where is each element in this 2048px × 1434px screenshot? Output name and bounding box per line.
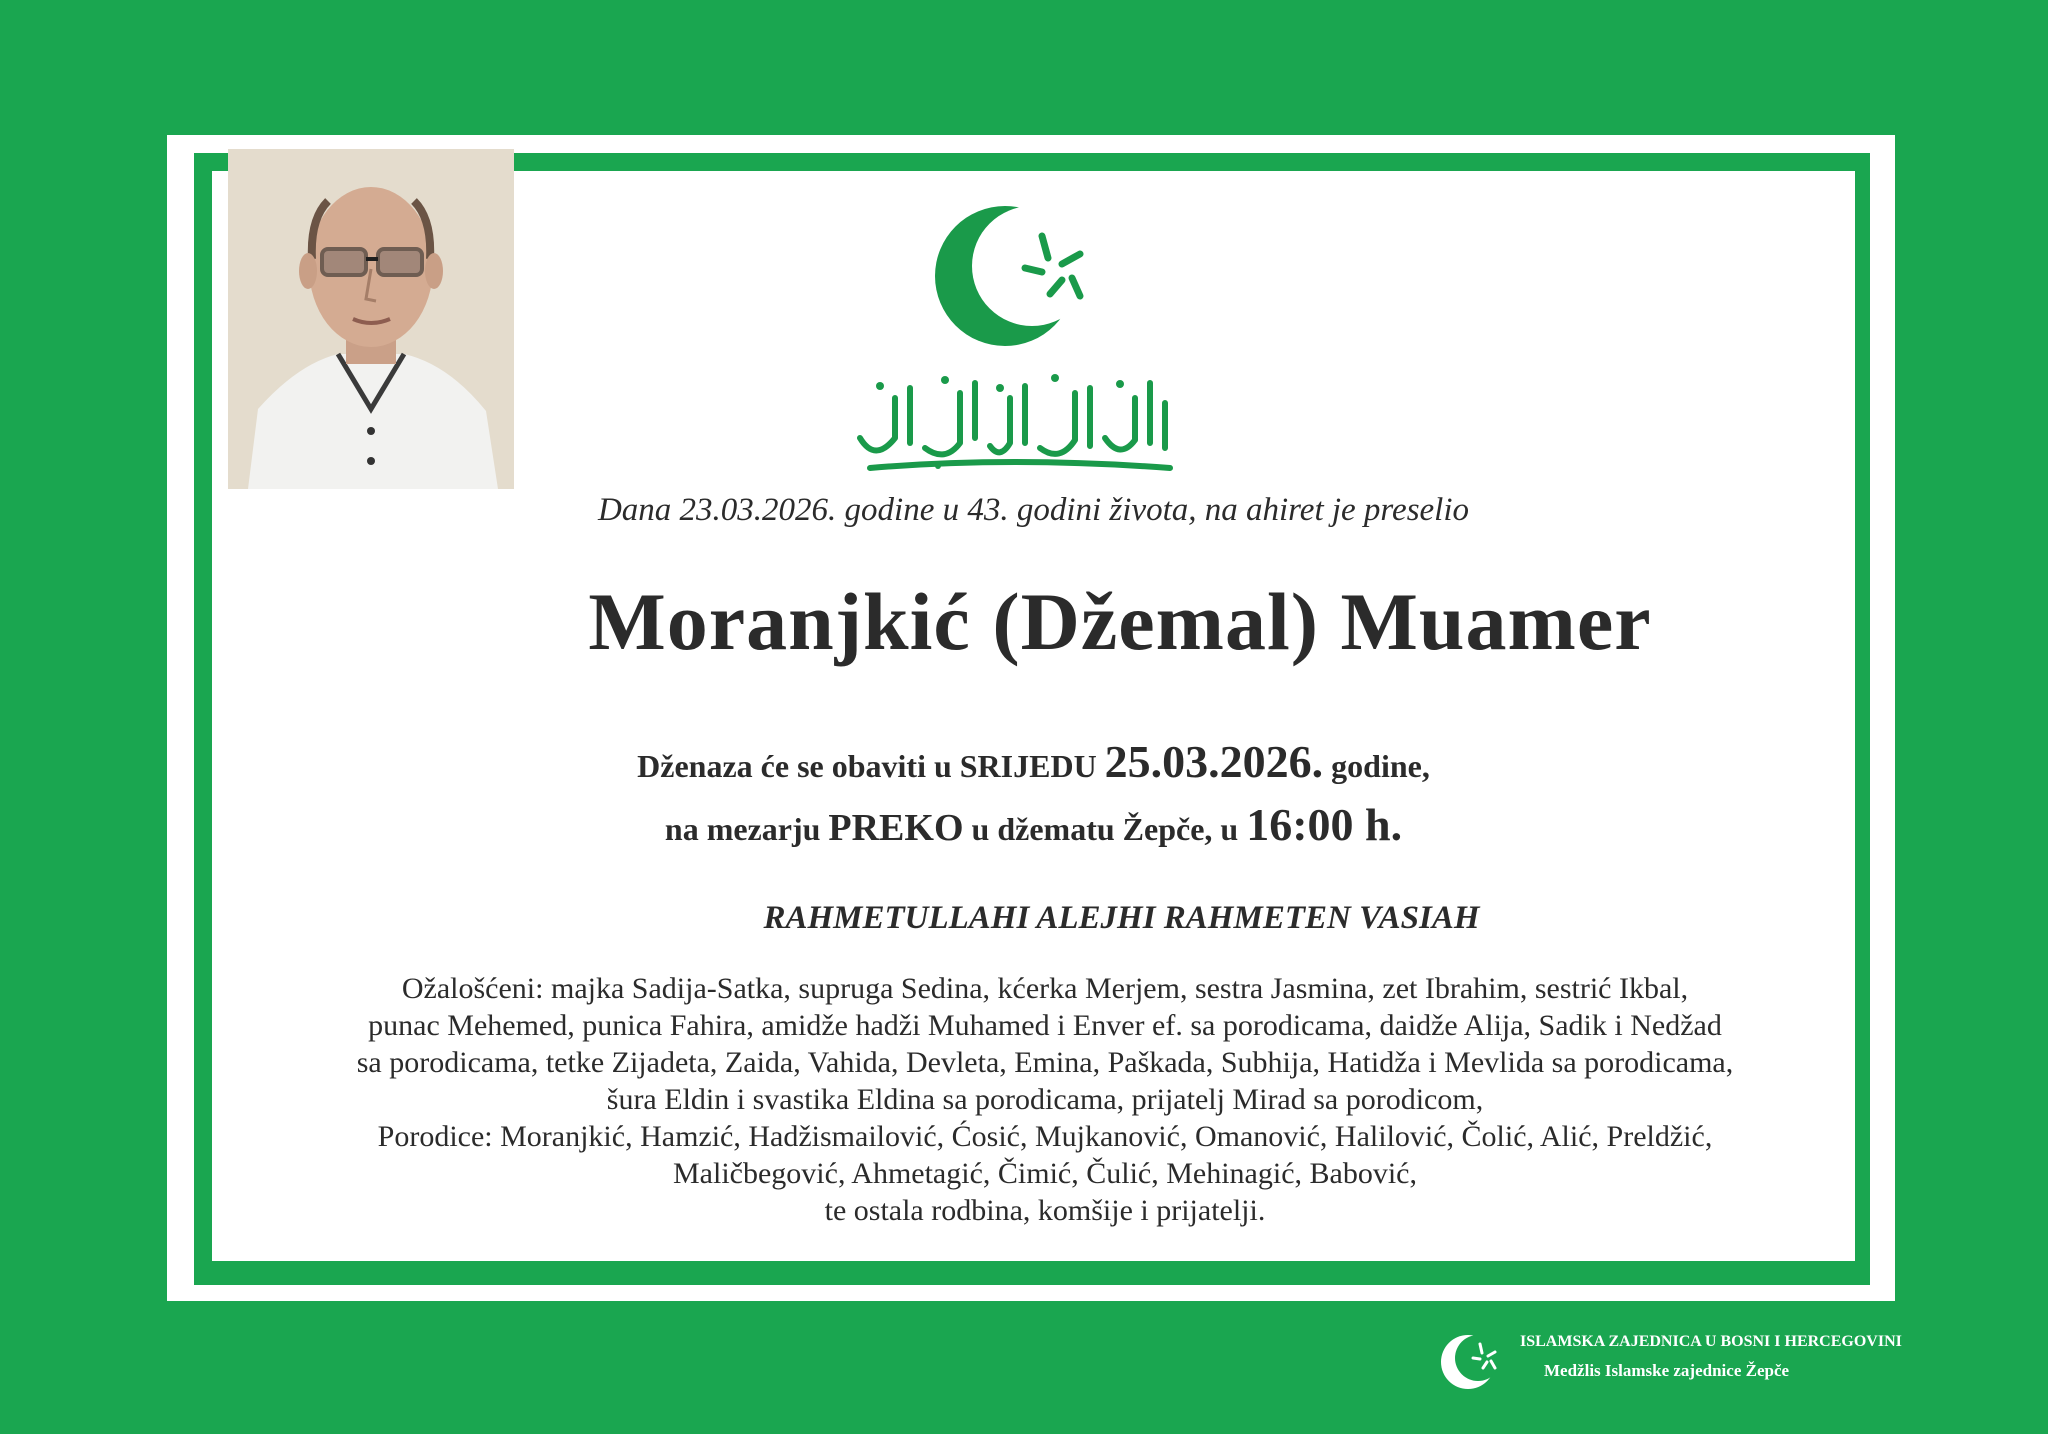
mourners-line: Ožalošćeni: majka Sadija-Satka, supruga Sedina, kćerka Merjem, sestra Jasmina, zet Ibrahim, sestrić Ikbal, (401, 972, 1689, 1005)
janaza-day: SRIJEDU (959, 748, 1097, 784)
footer-organization (1520, 1333, 1902, 1391)
crescent-star-icon (1440, 1328, 1500, 1396)
janaza-text-end: godine, (1331, 748, 1430, 784)
janaza-place: PREKO (828, 807, 964, 849)
portrait-photo (228, 149, 514, 489)
janaza-date: 25.03.2026. (1104, 736, 1324, 787)
mourners-line: Maličbegović, Ahmetagić, Čimić, Čulić, Mehinagić, Babović, (673, 1157, 1417, 1190)
mourners-line: te ostala rodbina, komšije i prijatelji. (824, 1194, 1266, 1227)
mourners-line: šura Eldin i svastika Eldina sa porodicama, prijatelj Mirad sa porodicom, (606, 1083, 1484, 1116)
mourners-list (250, 970, 1840, 1229)
crescent-star-icon (930, 196, 1100, 356)
deceased-name: Moranjkić (Džemal) Muamer (588, 576, 1652, 667)
janaza-line-2 (212, 798, 1855, 851)
mourners-line: punac Mehemed, punica Fahira, amidže hadži Muhamed i Enver ef. sa porodicama, daidže Alija, Sadik i Nedžad (368, 1009, 1722, 1042)
janaza-location-text-2: u džematu Žepče, u (963, 811, 1247, 847)
intro-text: Dana 23.03.2026. godine u 43. godini života, na ahiret je preselio (597, 492, 1470, 528)
footer-unit-name: Medžlis Islamske zajednice Žepče (1544, 1361, 1790, 1380)
mourners-line: Porodice: Moranjkić, Hamzić, Hadžismailović, Ćosić, Mujkanović, Omanović, Halilović, Čolić, Alić, Preldžić, (377, 1120, 1713, 1153)
mourners-line: sa porodicama, tetke Zijadeta, Zaida, Vahida, Devleta, Emina, Paškada, Subhija, Hatidža i Mevlida sa porodicama, (356, 1046, 1734, 1079)
janaza-line-1 (212, 735, 1855, 788)
prayer-text: RAHMETULLAHI ALEJHI RAHMETEN VASIAH (763, 900, 1480, 936)
footer-org-name: ISLAMSKA ZAJEDNICA U BOSNI I HERCEGOVINI (1520, 1333, 1902, 1350)
arabic-calligraphy (850, 368, 1180, 478)
janaza-text: Dženaza će se obaviti u (637, 748, 960, 784)
janaza-location-text: na mezarju (664, 811, 829, 847)
janaza-time: 16:00 h. (1246, 799, 1403, 850)
